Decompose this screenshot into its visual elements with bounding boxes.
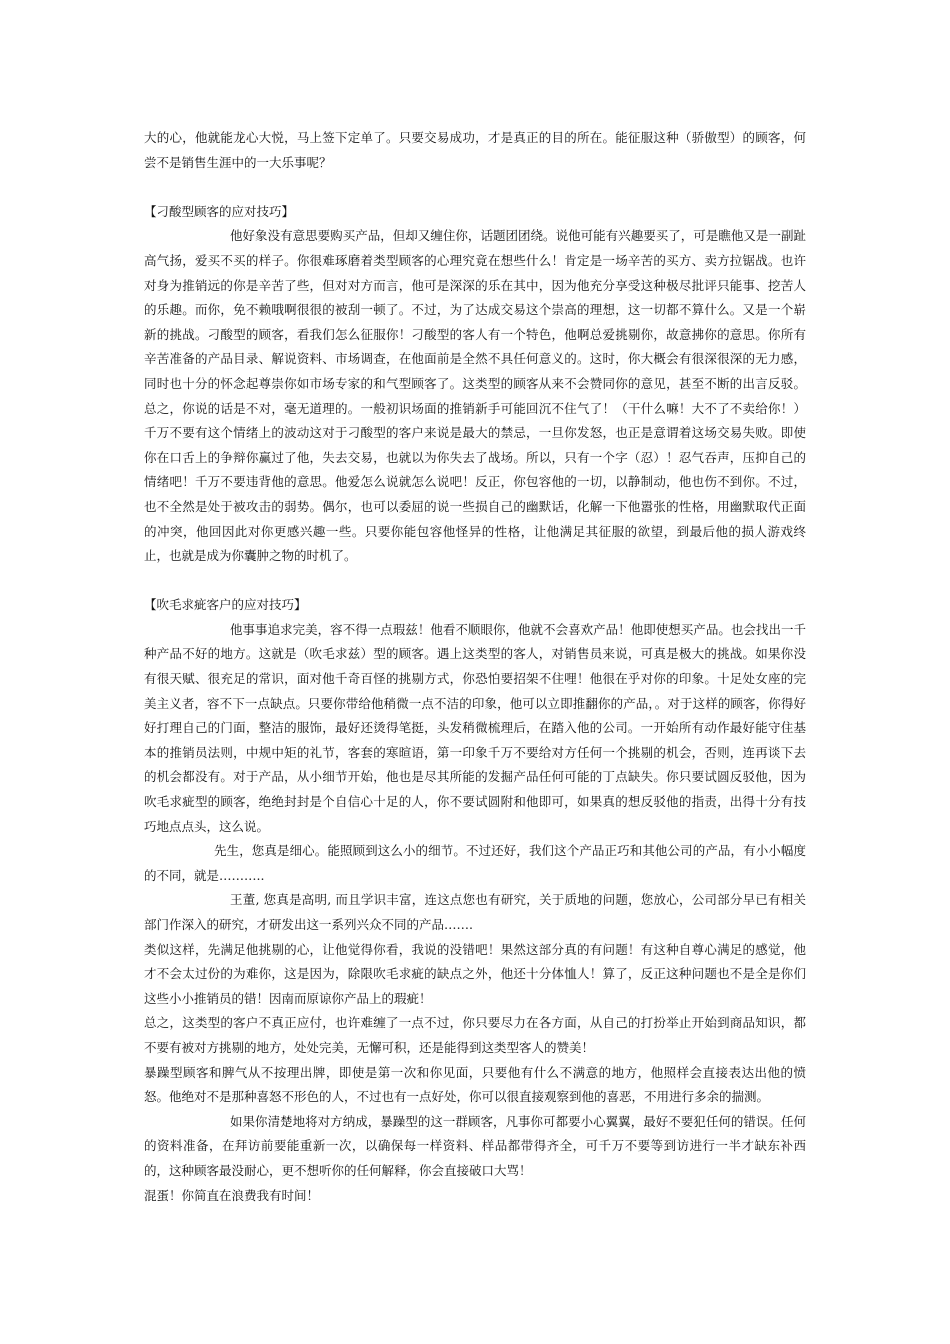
heading-picky-customer: 【吹毛求疵客户的应对技巧】 xyxy=(144,597,307,613)
irritable-customer-quote: 混蛋！你简直在浪费我有时间！ xyxy=(144,1187,320,1203)
picky-customer-paragraph-2: 先生，您真是细心。能照顾到这么小的细节。不过还好，我们这个产品正巧和其他公司的产品，有小小幅度的不同，就是……….. xyxy=(144,843,806,883)
picky-customer-paragraph-5: 总之，这类型的客户不真正应付，也许难缠了一点不过，你只要尽力在各方面，从自己的打扮举止开始到商品知识，都不要有被对方挑剔的地方，处处完美，无懈可积，还是能得到这类型客人的赞美！ xyxy=(144,1015,806,1055)
picky-customer-paragraph-4: 类似这样，先满足他挑剔的心，让他觉得你看，我说的没错吧！果然这部分真的有问题！有这种自尊心满足的感觉，他才不会太过份的为难你，这是因为，除限吹毛求疵的缺点之外，他还十分体恤人！算了，反正这种问题也不是全是你们这些小小推销员的错！因南而原谅你产品上的瑕疵！ xyxy=(144,941,806,1006)
document-body xyxy=(144,126,806,1208)
intro-paragraph: 大的心，他就能龙心大悦，马上签下定单了。只要交易成功，才是真正的目的所在。能征服这种（骄傲型）的顾客，何尝不是销售生涯中的一大乐事呢？ xyxy=(144,130,806,170)
irritable-customer-paragraph-2: 如果你清楚地将对方纳成，暴躁型的这一群顾客，凡事你可都要小心翼翼，最好不要犯任何的错误。任何的资料准备，在拜访前要能重新一次，以确保每一样资料、样品都带得齐全，可千万不要等到访进行一半才缺东补西的，这种顾客最没耐心，更不想听你的任何解释，你会直接破口大骂！ xyxy=(144,1113,806,1178)
irritable-customer-paragraph-1: 暴躁型顾客和脾气从不按理出牌，即使是第一次和你见面，只要他有什么不满意的地方，他照样会直接表达出他的愤怒。他绝对不是那种喜怒不形色的人，不过也有一点好处，你可以很直接观察到他的喜恶，不用进行多余的揣测。 xyxy=(144,1064,806,1105)
section-spacer xyxy=(144,175,806,200)
picky-customer-paragraph-1: 他事事追求完美，容不得一点瑕兹！他看不顺眼你，他就不会喜欢产品！他即使想买产品。也会找出一千种产品不好的地方。这就是（吹毛求兹）型的顾客。遇上这类型的客人，对销售员来说，可真是极大的挑战。如果你没有很天赋、很充足的常识，面对他千奇百怪的挑剔方式，你恐怕要招架不住哩！他很在乎对你的印象。十足处女座的完美主义者，容不下一点缺点。只要你带给他稍微一点不洁的印象，他可以立即推翻你的产品，。对于这样的顾客，你得好好打理自己的门面，整洁的服饰，最好还烫得笔挺，头发稍微梳理后，在踏入他的公司。一开始所有动作最好能守住基本的推销员法则，中规中矩的礼节，客套的寒暄语，第一印象千万不要给对方任何一个挑剔的机会，否则，连再谈下去的机会都没有。对于产品，从小细节开始，他也是尽其所能的发掘产品任何可能的丁点缺失。你只要试圆反驳他，因为吹毛求疵型的顾客，绝绝封封是个自信心十足的人，你不要试圆附和他即可，如果真的想反驳他的指责，出得十分有技巧地点点头，这么说。 xyxy=(144,621,806,834)
heading-sarcastic-customer: 【刁酸型顾客的应对技巧】 xyxy=(144,203,295,219)
picky-customer-paragraph-3: 王董, 您真是高明, 而且学识丰富，连这点您也有研究，关于质地的问题，您放心，公司部分早已有相关部门作深入的研究，才研发出这一系列兴众不同的产品……. xyxy=(144,892,806,932)
section-spacer xyxy=(144,569,806,594)
sarcastic-customer-paragraph: 他好象没有意思要购买产品，但却又缠住你，话题团团绕。说他可能有兴趣要买了，可是瞧他又是一副趾高气扬，爱买不买的样子。你很难琢磨着类型顾客的心理究竟在想些什么！肯定是一场辛苦的买方、卖方拉锯战。也许对身为推销远的你是辛苦了些，但对对方而言，他可是深深的乐在其中，因为他充分享受这种极尽批评只能事、挖苦人的乐趣。而你，免不赖哦啊很很的被刮一顿了。不过，为了达成交易这个崇高的理想，这一切都不算什么。又是一个崭新的挑战。刁酸型的顾客，看我们怎么征服你！刁酸型的客人有一个特色，他啊总爱挑剔你，故意拂你的意思。你所有辛苦准备的产品目录、解说资料、市场调查，在他面前是全然不具任何意义的。这时，你大概会有很深很深的无力感，同时也十分的怀念起尊崇你如市场专家的和气型顾客了。这类型的顾客从来不会赞同你的意见，甚至不断的出言反驳。总之，你说的话是不对，毫无道理的。一般初识场面的推销新手可能回沉不住气了！（干什么嘛！大不了不卖给你！）千万不要有这个情绪上的波动这对于刁酸型的客户来说是最大的禁忌，一旦你发怒，也正是意谓着这场交易失败。即使你在口舌上的争辩你赢过了他，失去交易，也就以为你失去了战场。所以，只有一个字（忍）！忍气吞声，压抑自己的情绪吧！千万不要违背他的意思。他爱怎么说就怎么说吧！反正，你包容他的一切，以静制动，他也伤不到你。不过，也不全然是处于被攻击的弱势。偶尔，也可以委屈的说一些损自己的幽默话，化解一下他嚣张的性格，用幽默取代正面的冲突，他回因此对你更感兴趣一些。只要你能包容他怪异的性格，让他满足其征服的欲望，到最后他的损人游戏终止，也就是成为你囊肿之物的时机了。 xyxy=(144,228,806,564)
